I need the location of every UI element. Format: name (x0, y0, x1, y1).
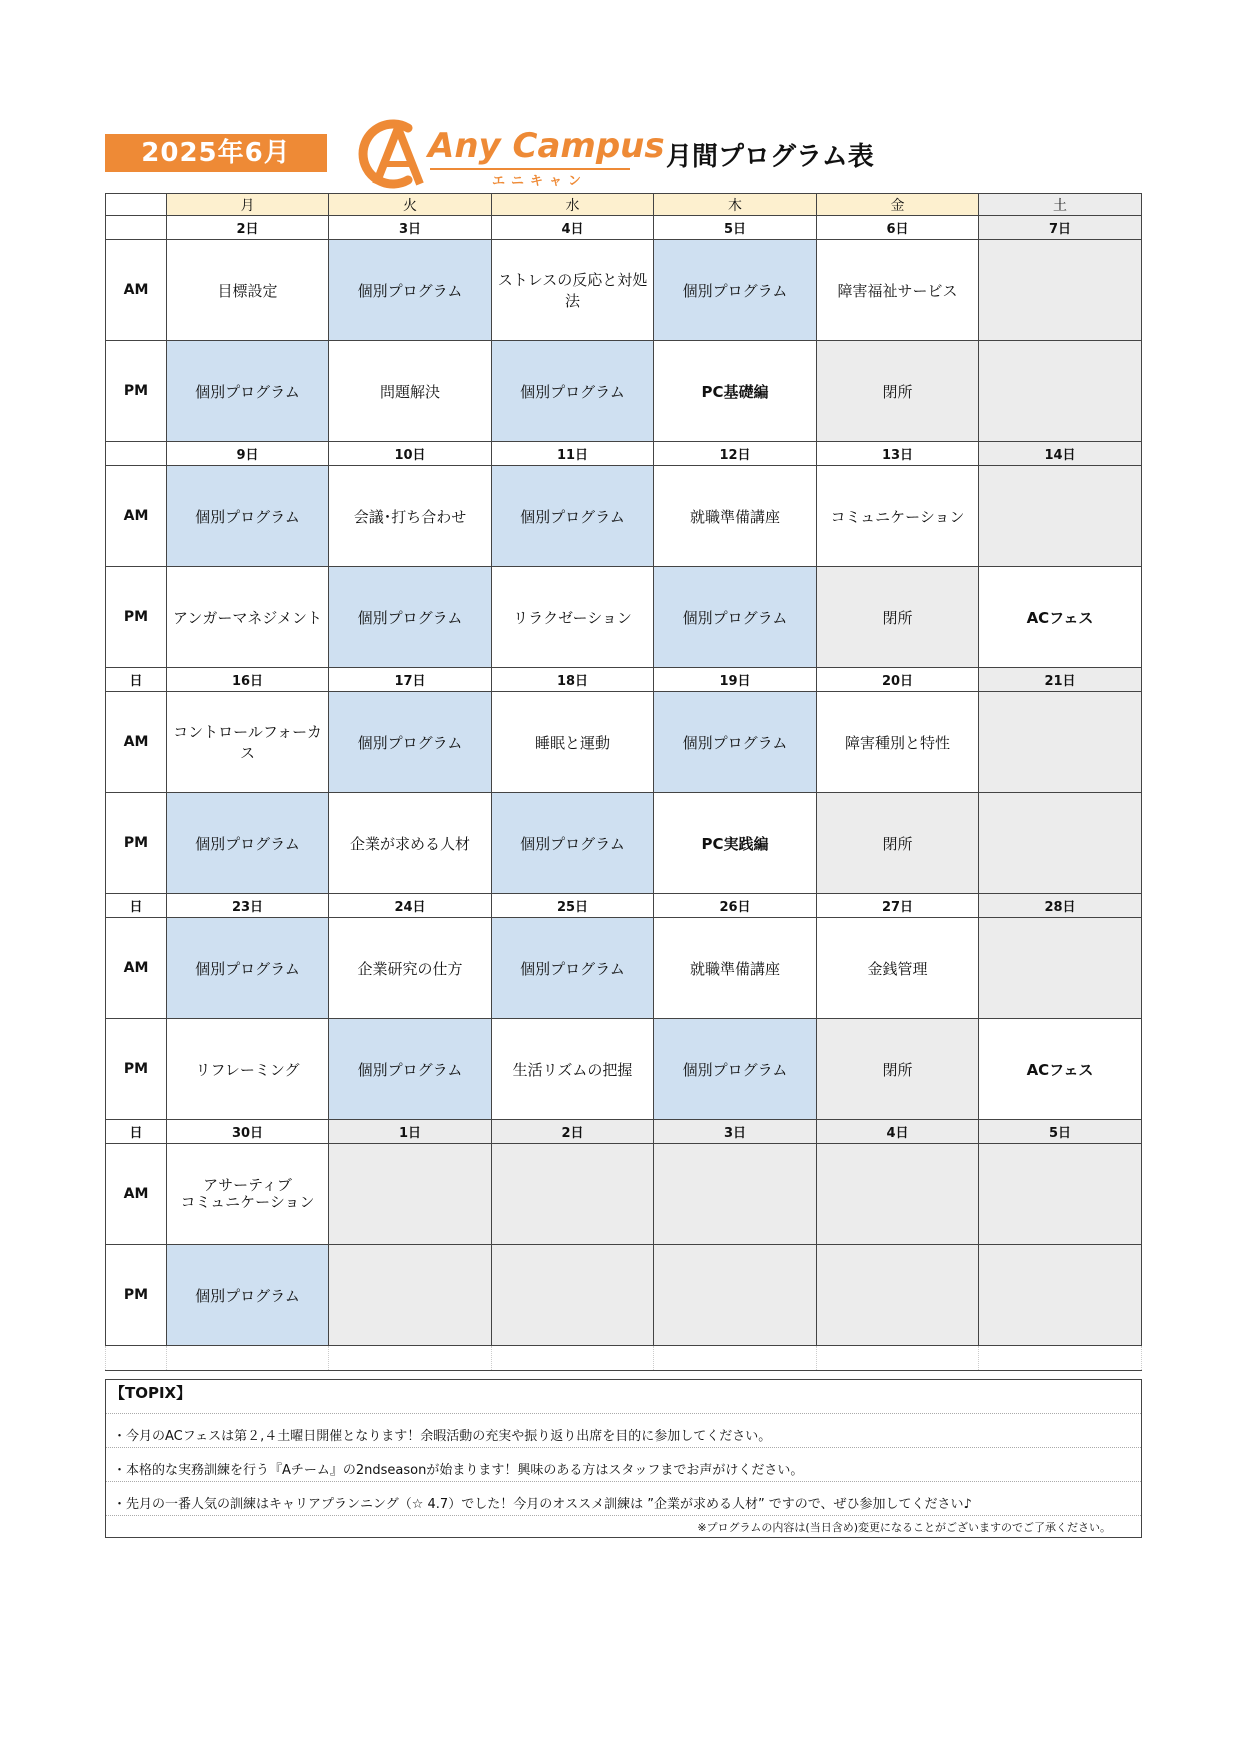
empty-cell (654, 1346, 817, 1371)
empty-cell (817, 1346, 979, 1371)
program-cell: 障害種別と特性 (817, 692, 979, 793)
program-cell (979, 341, 1142, 442)
program-cell: 個別プログラム (329, 692, 492, 793)
program-cell: 個別プログラム (329, 240, 492, 341)
date-cell: 27日 (817, 894, 979, 918)
program-cell: 個別プログラム (167, 466, 329, 567)
slot-label-pm: PM (106, 793, 167, 894)
program-cell (329, 1245, 492, 1346)
program-cell: アンガーマネジメント (167, 567, 329, 668)
program-cell: 個別プログラム (654, 567, 817, 668)
program-cell: 閉所 (817, 793, 979, 894)
slot-label-am: AM (106, 466, 167, 567)
date-cell: 2日 (492, 1120, 654, 1144)
weekday-header: 金 (817, 194, 979, 216)
slot-label-am: AM (106, 918, 167, 1019)
program-cell (979, 692, 1142, 793)
date-cell: 10日 (329, 442, 492, 466)
program-cell: 個別プログラム (654, 240, 817, 341)
topix-title: 【TOPIX】 (110, 1384, 192, 1402)
date-cell: 9日 (167, 442, 329, 466)
date-cell: 6日 (817, 216, 979, 240)
program-cell: リラクゼーション (492, 567, 654, 668)
program-cell: 就職準備講座 (654, 918, 817, 1019)
program-cell: 個別プログラム (654, 692, 817, 793)
program-cell (979, 1144, 1142, 1245)
program-cell: 閉所 (817, 567, 979, 668)
date-cell: 4日 (817, 1120, 979, 1144)
date-cell: 16日 (167, 668, 329, 692)
weekday-header: 月 (167, 194, 329, 216)
program-cell: コントロールフォーカス (167, 692, 329, 793)
program-cell: 障害福祉サービス (817, 240, 979, 341)
week-label: 日 (106, 668, 167, 692)
weekday-header: 水 (492, 194, 654, 216)
program-cell (979, 1245, 1142, 1346)
logo-subtitle: エニキャン (492, 174, 588, 189)
week-label (106, 216, 167, 240)
program-cell (329, 1144, 492, 1245)
program-cell: 個別プログラム (167, 341, 329, 442)
date-cell: 3日 (329, 216, 492, 240)
date-cell: 14日 (979, 442, 1142, 466)
program-cell: 睡眠と運動 (492, 692, 654, 793)
date-cell: 7日 (979, 216, 1142, 240)
page-title: 月間プログラム表 (666, 142, 874, 172)
date-cell: 19日 (654, 668, 817, 692)
program-cell: 会議･打ち合わせ (329, 466, 492, 567)
date-cell: 23日 (167, 894, 329, 918)
program-cell: 個別プログラム (167, 1245, 329, 1346)
slot-label-pm: PM (106, 1245, 167, 1346)
program-cell (979, 793, 1142, 894)
program-cell: PC実践編 (654, 793, 817, 894)
date-cell: 24日 (329, 894, 492, 918)
program-cell: 閉所 (817, 341, 979, 442)
program-cell: ストレスの反応と対処法 (492, 240, 654, 341)
logo-mark-icon (356, 114, 432, 190)
program-cell: 個別プログラム (329, 567, 492, 668)
program-cell: コミュニケーション (817, 466, 979, 567)
program-cell: 問題解決 (329, 341, 492, 442)
date-cell: 12日 (654, 442, 817, 466)
program-cell: ACフェス (979, 1019, 1142, 1120)
program-cell (654, 1245, 817, 1346)
corner-cell (106, 194, 167, 216)
week-label: 日 (106, 894, 167, 918)
date-cell: 30日 (167, 1120, 329, 1144)
divider (106, 1447, 1141, 1448)
program-cell (817, 1144, 979, 1245)
slot-label-pm: PM (106, 341, 167, 442)
slot-label-pm: PM (106, 567, 167, 668)
divider (106, 1413, 1141, 1414)
program-cell: 生活リズムの把握 (492, 1019, 654, 1120)
program-cell (979, 918, 1142, 1019)
program-cell: 個別プログラム (492, 918, 654, 1019)
calendar-table (105, 193, 1142, 1371)
date-cell: 17日 (329, 668, 492, 692)
logo-name: Any Campus (428, 126, 665, 166)
weekday-header: 土 (979, 194, 1142, 216)
date-cell: 5日 (654, 216, 817, 240)
divider (106, 1481, 1141, 1482)
empty-cell (979, 1346, 1142, 1371)
slot-label-am: AM (106, 692, 167, 793)
program-cell: 個別プログラム (492, 466, 654, 567)
topix-item: ・先月の一番人気の訓練はキャリアプランニング（☆ 4.7）でした！今月のオススメ訓練は ”企業が求める人材” ですので、ぜひ参加してください♪ (113, 1497, 972, 1512)
date-cell: 2日 (167, 216, 329, 240)
date-cell: 28日 (979, 894, 1142, 918)
topix-item: ・今月のACフェスは第２,４土曜日開催となります！余暇活動の充実や振り返り出席を目的に参加してください。 (113, 1429, 772, 1444)
divider (106, 1515, 1141, 1516)
week-label (106, 442, 167, 466)
program-cell (654, 1144, 817, 1245)
program-cell (492, 1245, 654, 1346)
weekday-header: 木 (654, 194, 817, 216)
date-cell: 20日 (817, 668, 979, 692)
program-cell: 就職準備講座 (654, 466, 817, 567)
program-cell: 個別プログラム (492, 793, 654, 894)
empty-cell (492, 1346, 654, 1371)
program-cell: アサーティブ コミュニケーション (167, 1144, 329, 1245)
weekday-header: 火 (329, 194, 492, 216)
date-cell: 18日 (492, 668, 654, 692)
date-cell: 4日 (492, 216, 654, 240)
program-cell: 目標設定 (167, 240, 329, 341)
program-cell: ACフェス (979, 567, 1142, 668)
program-cell: 企業が求める人材 (329, 793, 492, 894)
slot-label-am: AM (106, 240, 167, 341)
topix-item: ・本格的な実務訓練を行う『Aチーム』の2ndseasonが始まります！興味のある方はスタッフまでお声がけください。 (113, 1463, 804, 1478)
program-cell: 個別プログラム (167, 793, 329, 894)
slot-label-am: AM (106, 1144, 167, 1245)
date-cell: 5日 (979, 1120, 1142, 1144)
program-cell: 金銭管理 (817, 918, 979, 1019)
date-cell: 25日 (492, 894, 654, 918)
date-cell: 21日 (979, 668, 1142, 692)
program-cell: 個別プログラム (167, 918, 329, 1019)
program-cell (817, 1245, 979, 1346)
date-cell: 11日 (492, 442, 654, 466)
program-cell: 企業研究の仕方 (329, 918, 492, 1019)
slot-label-pm: PM (106, 1019, 167, 1120)
date-cell: 1日 (329, 1120, 492, 1144)
topix-box (105, 1379, 1142, 1538)
program-cell: 個別プログラム (329, 1019, 492, 1120)
date-cell: 3日 (654, 1120, 817, 1144)
program-cell: 個別プログラム (492, 341, 654, 442)
empty-cell (106, 1346, 167, 1371)
week-label: 日 (106, 1120, 167, 1144)
program-cell (979, 466, 1142, 567)
program-cell: PC基礎編 (654, 341, 817, 442)
empty-cell (329, 1346, 492, 1371)
empty-cell (167, 1346, 329, 1371)
program-cell (979, 240, 1142, 341)
program-cell: 閉所 (817, 1019, 979, 1120)
date-cell: 26日 (654, 894, 817, 918)
program-cell: 個別プログラム (654, 1019, 817, 1120)
program-cell: リフレーミング (167, 1019, 329, 1120)
program-cell (492, 1144, 654, 1245)
month-badge: 2025年6月 (105, 134, 327, 172)
date-cell: 13日 (817, 442, 979, 466)
any-campus-logo (356, 114, 665, 190)
topix-note: ※プログラムの内容は(当日含め)変更になることがございますのでご了承ください。 (697, 1521, 1111, 1534)
